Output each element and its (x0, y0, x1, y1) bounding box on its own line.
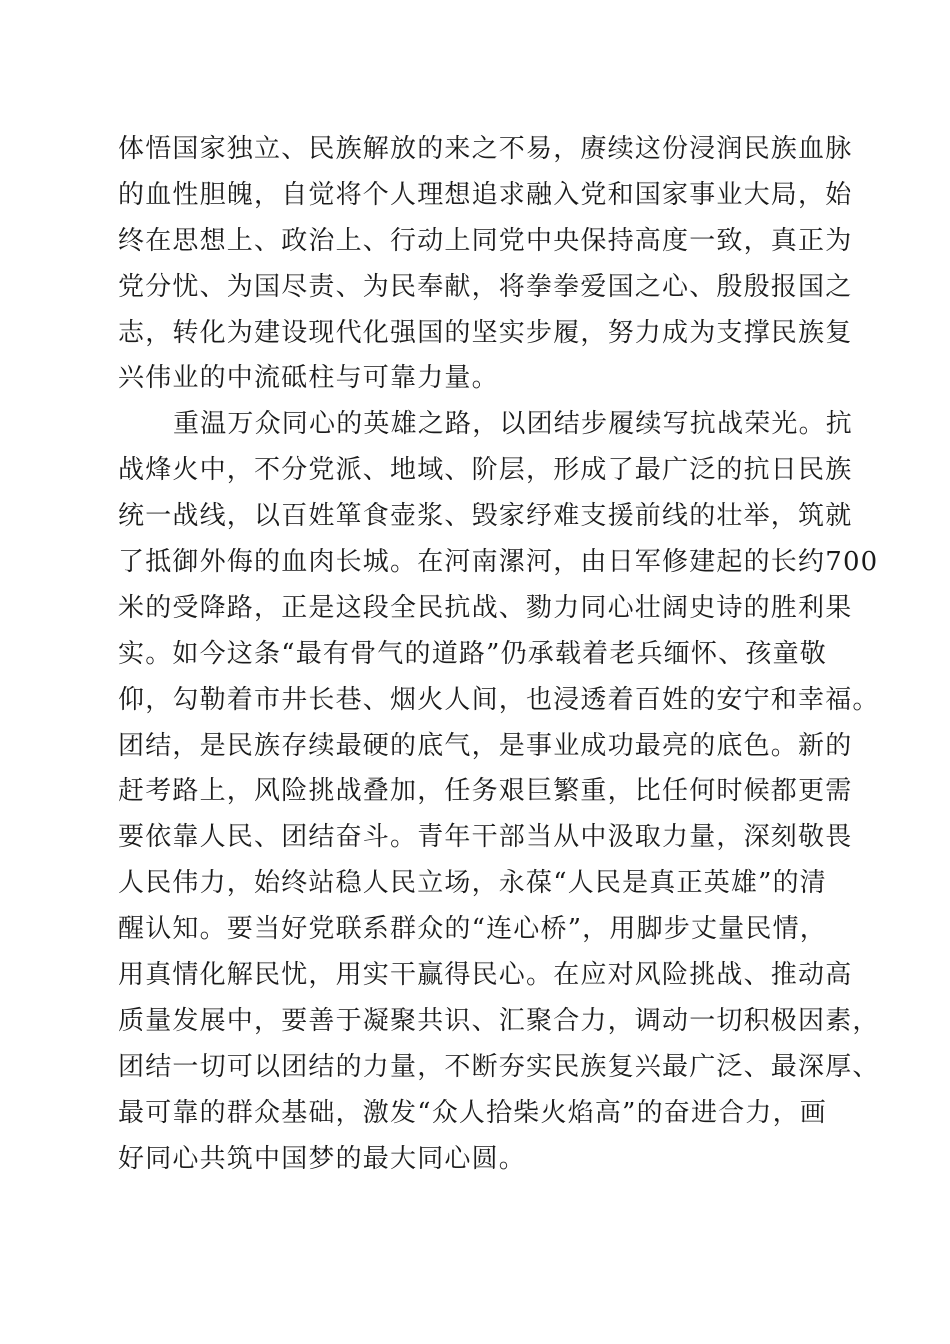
text-line: 团结一切可以团结的力量，不断夯实民族复兴最广泛、最深厚、 (118, 1051, 880, 1082)
text-line: 兴伟业的中流砥柱与可靠力量。 (118, 363, 499, 394)
text-line: 了抵御外侮的血肉长城。在河南漯河，由日军修建起的长约700 (118, 547, 879, 578)
text-line: 人民伟力，始终站稳人民立场，永葆“人民是真正英雄”的清 (118, 868, 827, 899)
text-line: 志，转化为建设现代化强国的坚实步履，努力成为支撑民族复 (118, 317, 853, 348)
text-line: 最可靠的群众基础，激发“众人拾柴火焰高”的奋进合力，画 (118, 1097, 827, 1128)
text-line: 体悟国家独立、民族解放的来之不易，赓续这份浸润民族血脉 (118, 134, 853, 164)
paragraph-1 (118, 127, 858, 402)
text-line: 的血性胆魄，自觉将个人理想追求融入党和国家事业大局，始 (118, 179, 853, 210)
text-line: 醒认知。要当好党联系群众的“连心桥”，用脚步丈量民情， (118, 914, 827, 945)
text-line: 党分忧、为国尽责、为民奉献，将拳拳爱国之心、殷殷报国之 (118, 271, 853, 302)
text-line: 终在思想上、政治上、行动上同党中央保持高度一致，真正为 (118, 225, 853, 256)
paragraph-2 (118, 402, 880, 1182)
text-line: 团结，是民族存续最硬的底气，是事业成功最亮的底色。新的 (118, 730, 853, 761)
text-line: 重温万众同心的英雄之路，以团结步履续写抗战荣光。抗 (173, 409, 854, 440)
text-line: 用真情化解民忧，用实干赢得民心。在应对风险挑战、推动高 (118, 960, 853, 991)
text-line: 米的受降路，正是这段全民抗战、勠力同心壮阔史诗的胜利果 (118, 592, 853, 623)
text-line: 好同心共筑中国梦的最大同心圆。 (118, 1143, 527, 1174)
document-body (118, 127, 880, 1182)
text-line: 统一战线，以百姓箪食壶浆、毁家纾难支援前线的壮举，筑就 (118, 501, 853, 532)
text-line: 仰，勾勒着市井长巷、烟火人间，也浸透着百姓的安宁和幸福。 (118, 684, 880, 715)
text-line: 实。如今这条“最有骨气的道路”仍承载着老兵缅怀、孩童敬 (118, 638, 827, 669)
text-line: 战烽火中，不分党派、地域、阶层，形成了最广泛的抗日民族 (118, 455, 853, 486)
text-line: 赶考路上，风险挑战叠加，任务艰巨繁重，比任何时候都更需 (118, 776, 853, 807)
text-line: 质量发展中，要善于凝聚共识、汇聚合力，调动一切积极因素， (118, 1005, 880, 1036)
text-line: 要依靠人民、团结奋斗。青年干部当从中汲取力量，深刻敬畏 (118, 822, 853, 853)
